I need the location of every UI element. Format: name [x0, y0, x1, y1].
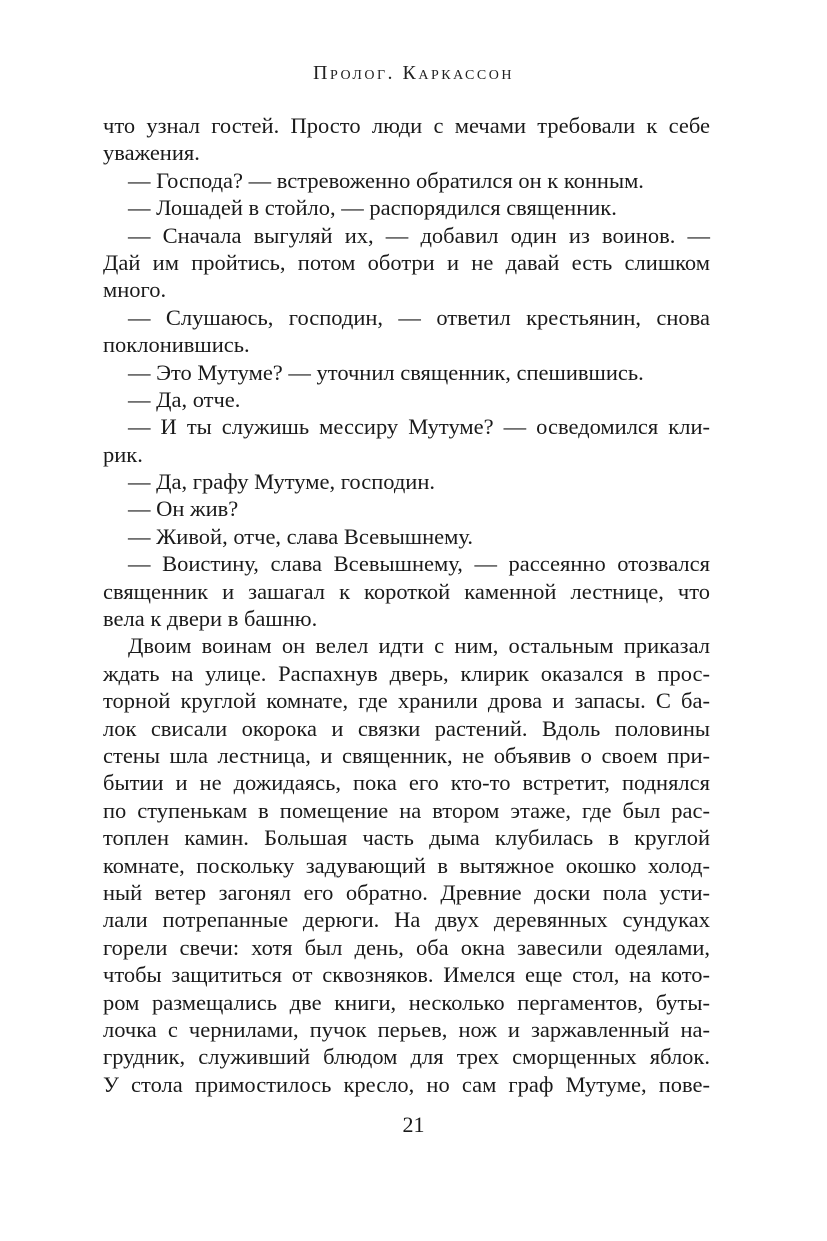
text-line: — Он жив?: [128, 496, 239, 522]
text-line: — Воистину, слава Всевышнему, — рассеянно отозвался: [128, 551, 710, 577]
text-line: горели свечи: хотя был день, оба окна завесили одеялами,: [103, 934, 710, 960]
text-line: торной круглой комнате, где хранили дрова и запасы. С ба-: [103, 688, 710, 714]
text-line: Двоим воинам он велел идти с ним, остальным приказал: [128, 633, 710, 659]
text-line: чтобы защититься от сквозняков. Имелся еще стол, на кото-: [103, 962, 710, 988]
text-line: Дай им пройтись, потом оботри и не давай есть слишком: [103, 249, 710, 275]
text-line: что узнал гостей. Просто люди с мечами требовали к себе: [103, 113, 710, 138]
text-line: — Господа? — встревоженно обратился он к конным.: [128, 167, 644, 193]
text-line: поклонившись.: [103, 332, 250, 358]
text-line: — Сначала выгуляй их, — добавил один из воинов. —: [128, 222, 710, 248]
text-line: — Да, графу Мутуме, господин.: [128, 469, 435, 495]
text-line: — Да, отче.: [128, 386, 241, 412]
text-line: грудник, служивший блюдом для трех сморщенных яблок.: [103, 1044, 710, 1070]
text-line: священник и зашагал к короткой каменной лестнице, что: [103, 578, 710, 604]
text-line: много.: [103, 277, 167, 303]
text-line: вела к двери в башню.: [103, 606, 318, 632]
text-line: ный ветер загонял его обратно. Древние доски пола усти-: [103, 879, 710, 905]
text-line: уважения.: [103, 140, 200, 166]
text-line: — Лошадей в стойло, — распорядился священник.: [128, 195, 617, 221]
text-line: топлен камин. Большая часть дыма клубилась в круглой: [103, 825, 710, 851]
text-line: комнате, поскольку задувающий в вытяжное окошко холод-: [103, 852, 710, 878]
text-line: бытии и не дожидаясь, пока его кто-то встретит, поднялся: [103, 770, 710, 796]
text-line: У стола примостилось кресло, но сам граф Мутуме, пове-: [103, 1071, 710, 1097]
text-line: стены шла лестница, и священник, не объявив о своем при-: [103, 742, 710, 768]
text-line: лок свисали окорока и связки растений. Вдоль половины: [103, 715, 710, 741]
running-head: Пролог. Каркассон: [313, 62, 514, 84]
text-line: — Слушаюсь, господин, — ответил крестьянин, снова: [128, 304, 710, 330]
text-line: рик.: [103, 441, 143, 467]
text-line: — Живой, отче, слава Всевышнему.: [128, 523, 474, 549]
text-line: по ступенькам в помещение на втором этаже, где был рас-: [103, 797, 710, 823]
text-line: лочка с чернилами, пучок перьев, нож и заржавленный на-: [103, 1016, 710, 1042]
page-number: 21: [402, 1112, 425, 1137]
body-text: [103, 112, 710, 1098]
text-line: лали потрепанные дерюги. На двух деревянных сундуках: [103, 907, 710, 933]
text-line: ждать на улице. Распахнув дверь, клирик оказался в прос-: [103, 660, 710, 686]
text-line: ром размещались две книги, несколько пергаментов, буты-: [103, 989, 710, 1015]
text-line: — И ты служишь мессиру Мутуме? — осведомился кли-: [128, 414, 710, 440]
text-line: — Это Мутуме? — уточнил священник, спешившись.: [128, 359, 644, 385]
